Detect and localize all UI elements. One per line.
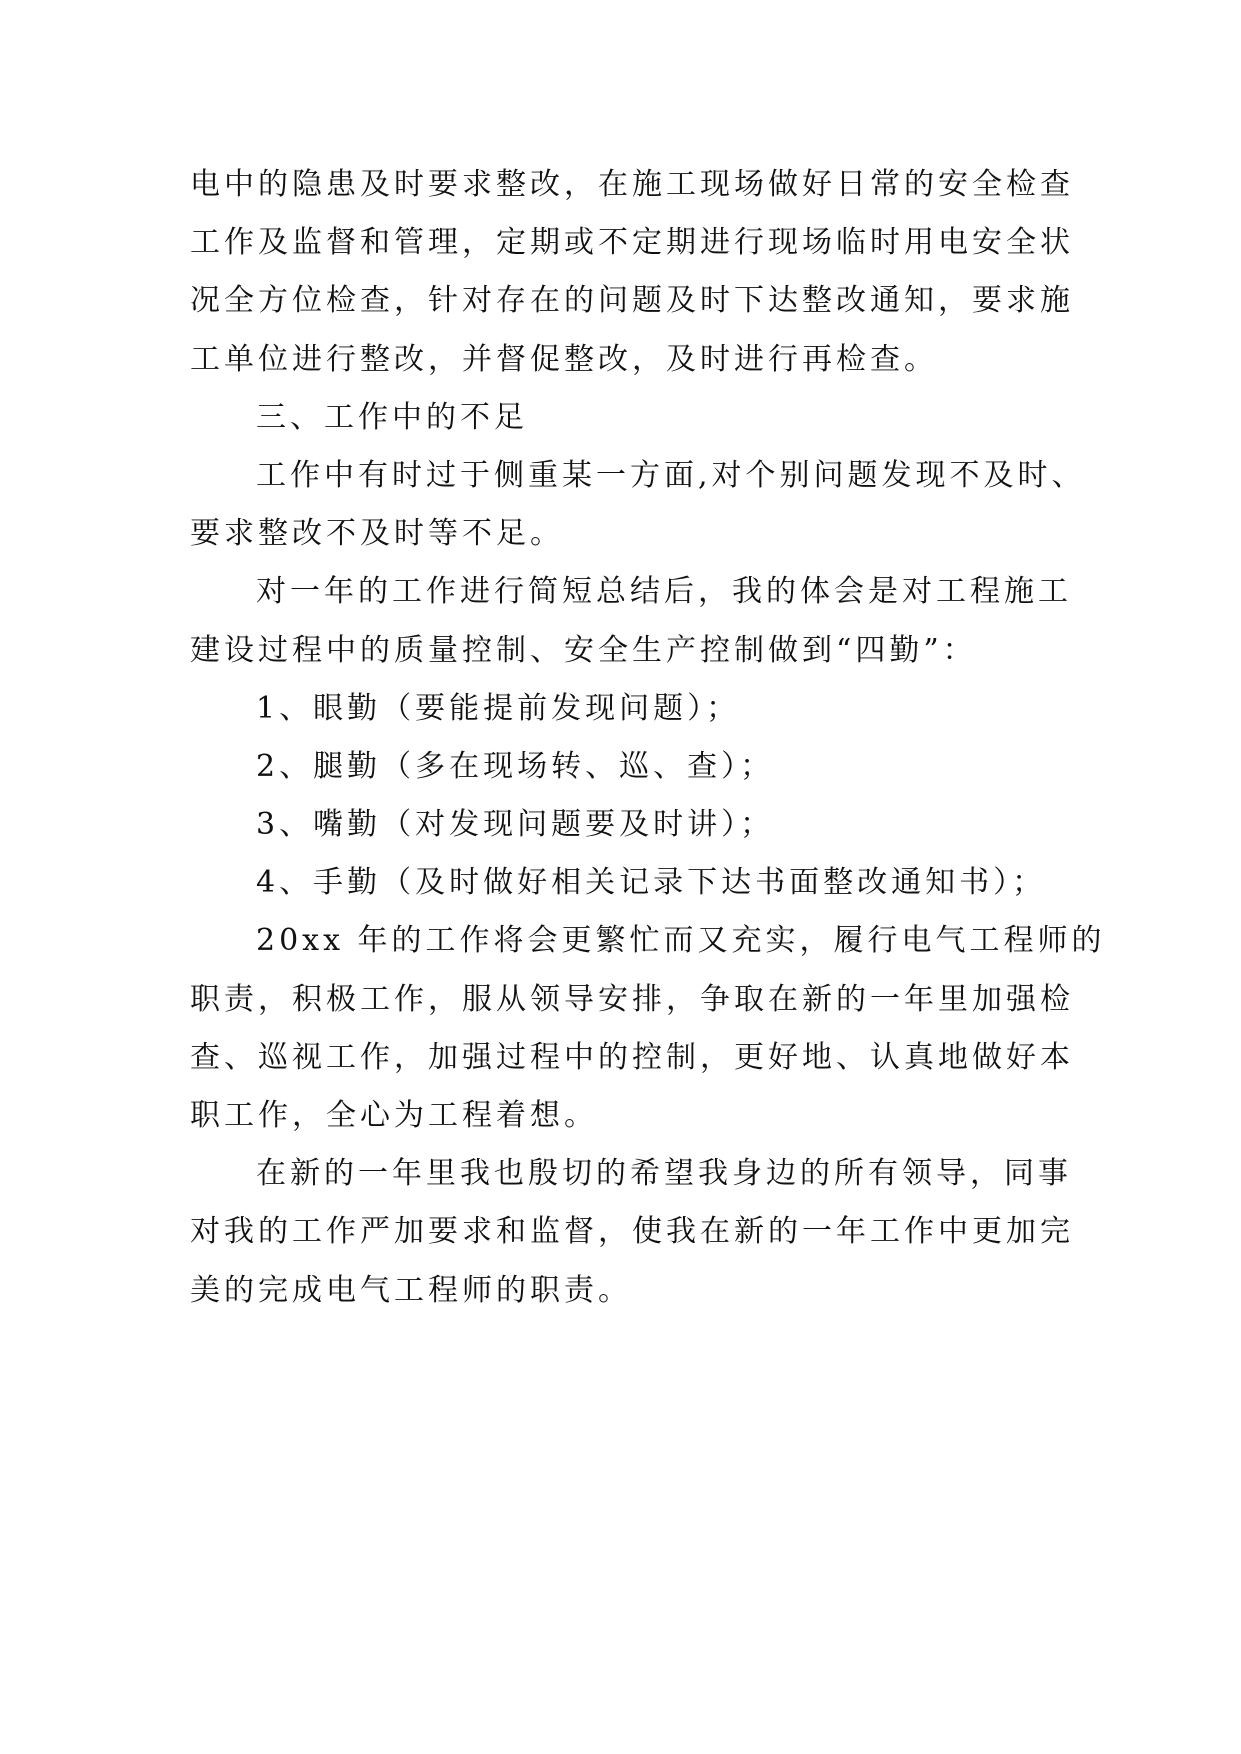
text-line: 对一年的工作进行简短总结后，我的体会是对工程施工 — [256, 574, 1072, 610]
list-item: 4、手勤（及时做好相关记录下达书面整改通知书）； — [256, 865, 1047, 901]
text-line: 20xx 年的工作将会更繁忙而又充实，履行电气工程师的 — [256, 923, 1106, 959]
text-line: 职责，积极工作，服从领导安排，争取在新的一年里加强检 — [190, 981, 1074, 1017]
text-line: 对我的工作严加要求和监督，使我在新的一年工作中更加完 — [190, 1214, 1074, 1250]
text-line: 况全方位检查，针对存在的问题及时下达整改通知，要求施 — [190, 283, 1074, 319]
list-item: 1、眼勤（要能提前发现问题）； — [256, 690, 741, 726]
text-line: 美的完成电气工程师的职责。 — [190, 1272, 632, 1308]
text-line: 电中的隐患及时要求整改，在施工现场做好日常的安全检查 — [190, 167, 1074, 202]
list-item: 2、腿勤（多在现场转、巡、查）； — [256, 748, 775, 784]
text-line: 查、巡视工作，加强过程中的控制，更好地、认真地做好本 — [190, 1039, 1074, 1075]
text-line: 建设过程中的质量控制、安全生产控制做到“四勤”： — [190, 632, 977, 668]
text-line: 在新的一年里我也殷切的希望我身边的所有领导，同事 — [256, 1156, 1072, 1192]
text-line: 工作中有时过于侧重某一方面,对个别问题发现不及时、 — [256, 457, 1086, 493]
list-item: 3、嘴勤（对发现问题要及时讲）； — [256, 807, 775, 843]
document-body — [190, 156, 1106, 1320]
text-line: 工单位进行整改，并督促整改，及时进行再检查。 — [190, 341, 938, 377]
text-line: 要求整改不及时等不足。 — [190, 516, 564, 552]
text-line: 职工作，全心为工程着想。 — [190, 1098, 598, 1133]
text-line: 工作及监督和管理，定期或不定期进行现场临时用电安全状 — [190, 225, 1074, 261]
section-heading: 三、工作中的不足 — [256, 399, 528, 435]
